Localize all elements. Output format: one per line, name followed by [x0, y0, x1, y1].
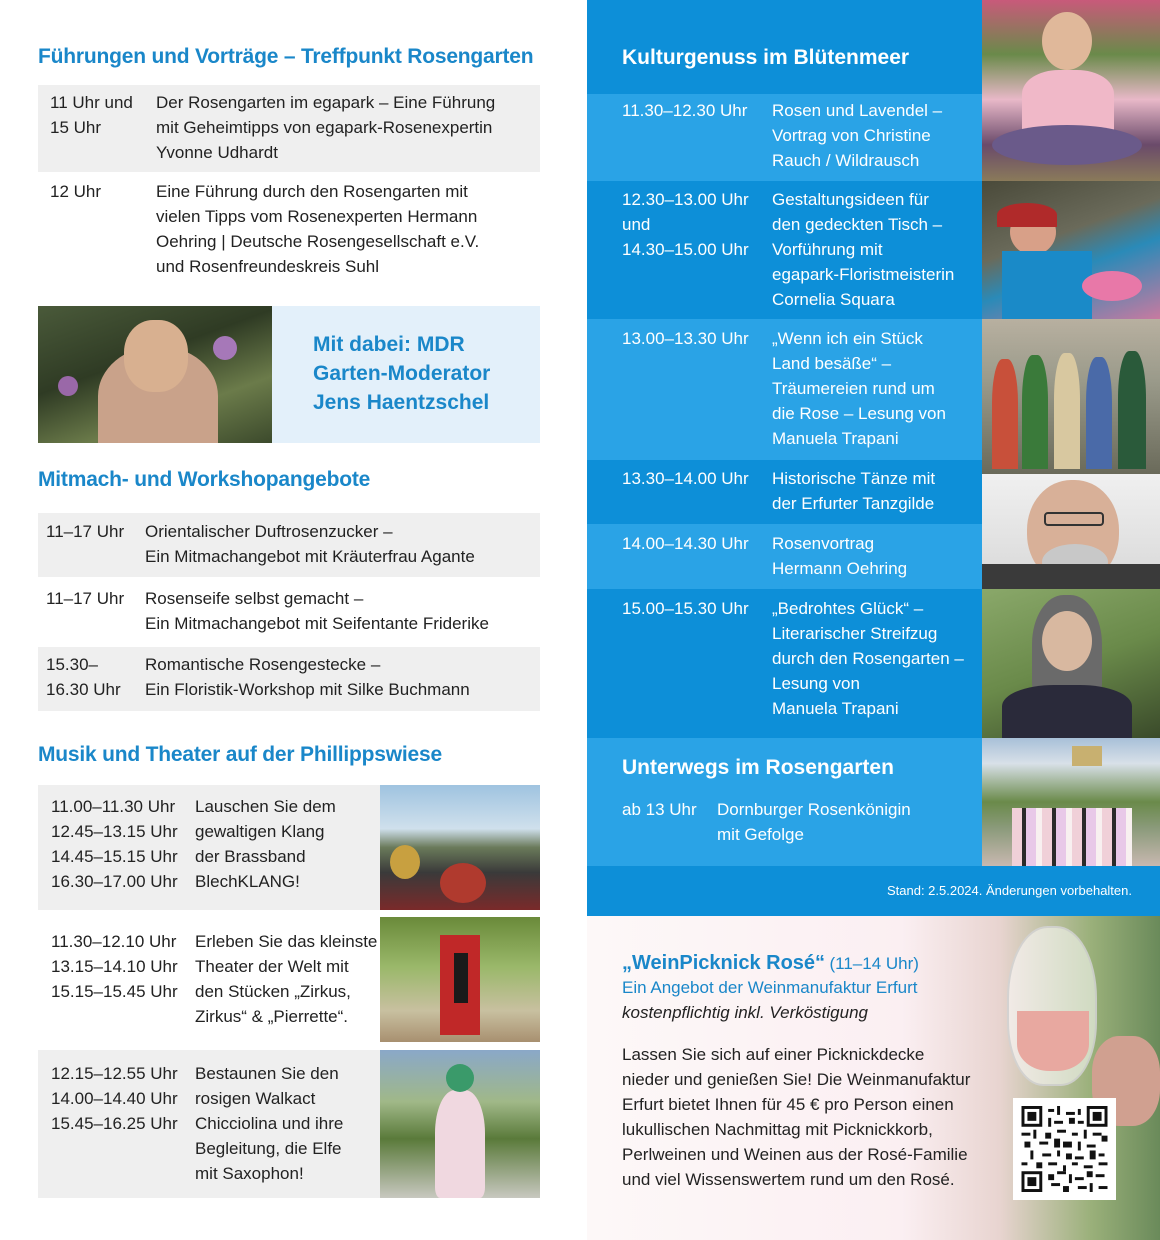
row-text: Dornburger Rosenkönigin mit Gefolge: [717, 800, 911, 844]
dancer-figure: [1054, 353, 1080, 469]
kultur-row: [587, 460, 982, 524]
mdr-text: Mit dabei: MDR Garten-Moderator Jens Haentzschel: [313, 333, 491, 414]
row-time: 11.30–12.30 Uhr: [622, 101, 748, 120]
program-row: [38, 85, 540, 172]
row-time: 15.00–15.30 Uhr: [622, 599, 749, 618]
dancer-figure: [1086, 357, 1112, 469]
walkact-photo: [380, 1050, 540, 1198]
wein-body: Lassen Sie sich auf einer Picknickdecke nieder und genießen Sie! Die Weinmanufaktur Erfurt bietet Ihnen für 45 € pro Person einen lukullischen Nachmittag mit Picknickkorb, Perlweinen und Weinen aus der Rosé-Familie und viel Wissenswertem rund um den Rosé.: [622, 1045, 971, 1189]
wein-title: „WeinPicknick Rosé“: [622, 952, 826, 974]
moderator-photo: [38, 306, 272, 443]
row-text: Bestaunen Sie den rosigen Walkact Chicciolina und ihre Begleitung, die Elfe mit Saxophon!: [195, 1064, 344, 1183]
walkact-figure: [435, 1090, 485, 1198]
kultur-row: [587, 319, 982, 460]
program-row: [38, 577, 540, 647]
row-text: Gestaltungsideen für den gedeckten Tisch – Vorführung mit egapark-Floristmeisterin Cornelia Squara: [772, 190, 955, 309]
row-time: 11–17 Uhr: [46, 589, 125, 608]
person-head: [124, 320, 188, 392]
row-text: Rosenseife selbst gemacht – Ein Mitmachangebot mit Seifentante Friderike: [145, 589, 489, 633]
walkact-head: [446, 1064, 474, 1092]
lavender-tray: [992, 125, 1142, 165]
section-title-mitmach: Mitmach- und Workshopangebote: [38, 468, 371, 491]
stand-bar: [587, 866, 1160, 916]
florist-photo: [982, 181, 1160, 319]
unterwegs-box: [587, 738, 982, 866]
rosenkoenigin-photo: [982, 738, 1160, 866]
program-row: [38, 785, 540, 910]
row-text: „Wenn ich ein Stück Land besäße“ – Träumereien rund um die Rose – Lesung von Manuela Trapani: [772, 329, 946, 448]
row-text: Der Rosengarten im egapark – Eine Führung mit Geheimtipps von egapark-Rosenexpertin Yvonne Udhardt: [156, 93, 496, 162]
dancer-figure: [1022, 355, 1048, 469]
dancers-photo: [982, 319, 1160, 474]
section-title-fuehrungen: Führungen und Vorträge – Treffpunkt Rosengarten: [38, 45, 534, 68]
person-hair: [997, 203, 1057, 227]
program-row: [38, 910, 540, 1045]
glasses-shape: [1044, 512, 1104, 526]
performer-figure: [454, 953, 468, 1003]
row-time: 12.15–12.55 Uhr 14.00–14.40 Uhr 15.45–16.25 Uhr: [51, 1064, 178, 1133]
stand-note: Stand: 2.5.2024. Änderungen vorbehalten.: [886, 883, 1132, 898]
drum-shape: [440, 863, 486, 903]
row-text: „Bedrohtes Glück“ – Literarischer Streifzug durch den Rosengarten – Lesung von Manuela Trapani: [772, 599, 964, 718]
row-time: 13.30–14.00 Uhr: [622, 469, 749, 488]
row-time: 11–17 Uhr: [46, 522, 125, 541]
kultur-header: [587, 0, 982, 94]
lavender-woman-photo: [982, 0, 1160, 181]
row-time: 15.30– 16.30 Uhr: [46, 655, 121, 699]
row-time: 11 Uhr und 15 Uhr: [50, 93, 133, 137]
section-title-kultur: Kulturgenuss im Blütenmeer: [622, 46, 910, 69]
row-time: 11.30–12.10 Uhr 13.15–14.10 Uhr 15.15–15.45 Uhr: [51, 932, 178, 1001]
person-head: [1042, 12, 1092, 70]
row-time: 12.30–13.00 Uhr und 14.30–15.00 Uhr: [622, 190, 749, 259]
reader-photo: [982, 589, 1160, 738]
qr-code[interactable]: [1013, 1098, 1116, 1200]
dancer-figure: [992, 359, 1018, 469]
kultur-row: [587, 524, 982, 589]
person-body: [982, 564, 1160, 589]
person-body: [1022, 70, 1114, 130]
row-time: ab 13 Uhr: [622, 800, 697, 819]
section-title-musik: Musik und Theater auf der Phillippswiese: [38, 743, 442, 766]
wein-hours: (11–14 Uhr): [829, 954, 919, 973]
row-time: 12 Uhr: [50, 182, 102, 201]
flower-shape: [213, 336, 237, 360]
person-head: [1042, 611, 1092, 671]
row-time: 11.00–11.30 Uhr 12.45–13.15 Uhr 14.45–15.15 Uhr 16.30–17.00 Uhr: [51, 797, 178, 891]
brassband-photo: [380, 785, 540, 910]
group-figures: [1012, 808, 1132, 866]
wein-subtitle: Ein Angebot der Weinmanufaktur Erfurt: [622, 978, 918, 997]
program-row: [38, 647, 540, 711]
row-time: 14.00–14.30 Uhr: [622, 534, 749, 553]
wein-note: kostenpflichtig inkl. Verköstigung: [622, 1003, 869, 1022]
wein-section: [587, 916, 1160, 1240]
row-text: Historische Tänze mit der Erfurter Tanzgilde: [772, 469, 936, 513]
person-body: [1002, 251, 1092, 319]
tuba-shape: [390, 845, 420, 879]
qr-code-graphic: [1021, 1106, 1108, 1192]
row-text: Romantische Rosengestecke – Ein Floristik-Workshop mit Silke Buchmann: [145, 655, 470, 699]
flower-shape: [58, 376, 78, 396]
mdr-box: [272, 306, 540, 443]
wein-title-line: [622, 952, 919, 975]
speaker-photo: [982, 474, 1160, 589]
row-text: Orientalischer Duftrosenzucker – Ein Mitmachangebot mit Kräuterfrau Agante: [145, 522, 475, 566]
row-text: Erleben Sie das kleinste Theater der Welt mit den Stücken „Zirkus, Zirkus“ & „Pierrette“.: [195, 932, 378, 1026]
row-text: Lauschen Sie dem gewaltigen Klang der Brassband BlechKLANG!: [195, 797, 336, 891]
program-row: [38, 513, 540, 577]
dancer-figure: [1118, 351, 1146, 469]
program-row: [38, 1050, 540, 1198]
program-row: [38, 172, 540, 284]
row-text: Rosen und Lavendel – Vortrag von Christine Rauch / Wildrausch: [772, 101, 943, 170]
rose-wine-shape: [1017, 1011, 1089, 1071]
kultur-row: [587, 589, 982, 738]
kultur-row: [587, 181, 982, 319]
row-time: 13.00–13.30 Uhr: [622, 329, 749, 348]
row-text: Eine Führung durch den Rosengarten mit vielen Tipps vom Rosenexperten Hermann Oehring | Deutsche Rosengesellschaft e.V. und Rosenfreundeskreis Suhl: [156, 182, 480, 276]
theater-photo: [380, 917, 540, 1042]
kultur-row: [587, 94, 982, 181]
section-title-unterwegs: Unterwegs im Rosengarten: [622, 756, 894, 779]
castle-shape: [1072, 746, 1102, 766]
flower-arrangement: [1082, 271, 1142, 301]
person-body: [1002, 685, 1132, 738]
row-text: Rosenvortrag Hermann Oehring: [772, 534, 908, 578]
